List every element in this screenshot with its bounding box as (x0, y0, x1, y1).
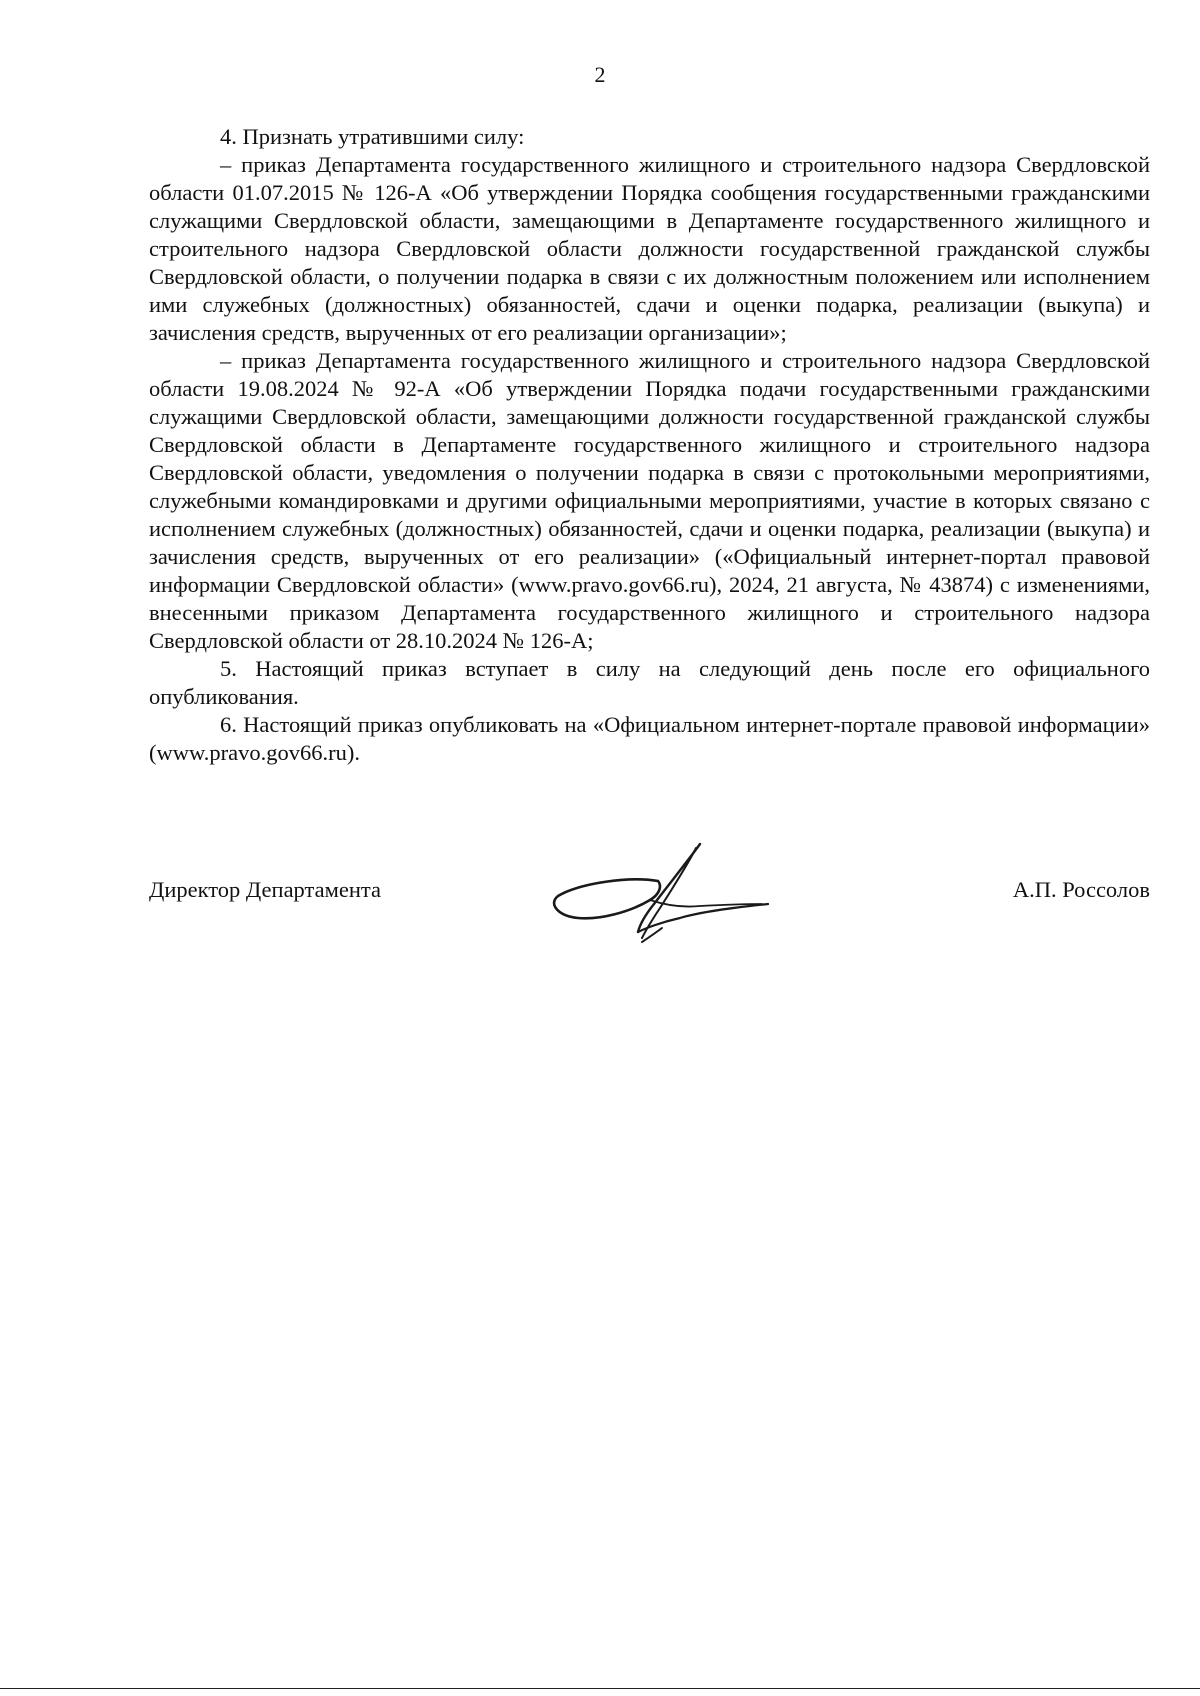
signatory-name: А.П. Россолов (1012, 877, 1150, 902)
paragraph-item-5: 5. Настоящий приказ вступает в силу на следующий день после его официального опубликования. (149, 656, 1150, 709)
page-number: 2 (594, 62, 606, 87)
paragraph-item-4: 4. Признать утратившими силу: (220, 124, 525, 149)
signatory-title: Директор Департамента (149, 877, 381, 902)
bottom-rule (0, 1688, 1200, 1689)
document-body (149, 123, 1150, 767)
paragraph-repeal-order-2015: – приказ Департамента государственного жилищного и строительного надзора Свердловской области 01.07.2015 № 126-А «Об утверждении Порядка сообщения государственными гражданскими служащими Свердловской области, замещающими в Департаменте государственного жилищного и строительного надзора Свердловской области должности государственной гражданской службы Свердловской области, о получении подарка в связи с их должностным положением или исполнением ими служебных (должностных) обязанностей, сдачи и оценки подарка, реализации (выкупа) и зачисления средств, вырученных от его реализации организации»; (149, 152, 1150, 345)
paragraph-item-6: 6. Настоящий приказ опубликовать на «Официальном интернет-портале правовой информации» (www.pravo.gov66.ru). (149, 712, 1150, 765)
handwritten-signature (550, 838, 790, 948)
paragraph-repeal-order-2024: – приказ Департамента государственного жилищного и строительного надзора Свердловской области 19.08.2024 № 92-А «Об утверждении Порядка подачи государственными гражданскими служащими Свердловской области, замещающими должности государственной гражданской службы Свердловской области в Департаменте государственного жилищного и строительного надзора Свердловской области, уведомления о получении подарка в связи с протокольными мероприятиями, служебными командировками и другими официальными мероприятиями, участие в которых связано с исполнением служебных (должностных) обязанностей, сдачи и оценки подарка, реализации (выкупа) и зачисления средств, вырученных от его реализации» («Официальный интернет-портал правовой информации Свердловской области» (www.pravo.gov66.ru), 2024, 21 августа, № 43874) с изменениями, внесенными приказом Департамента государственного жилищного и строительного надзора Свердловской области от 28.10.2024 № 126-А; (149, 348, 1150, 653)
